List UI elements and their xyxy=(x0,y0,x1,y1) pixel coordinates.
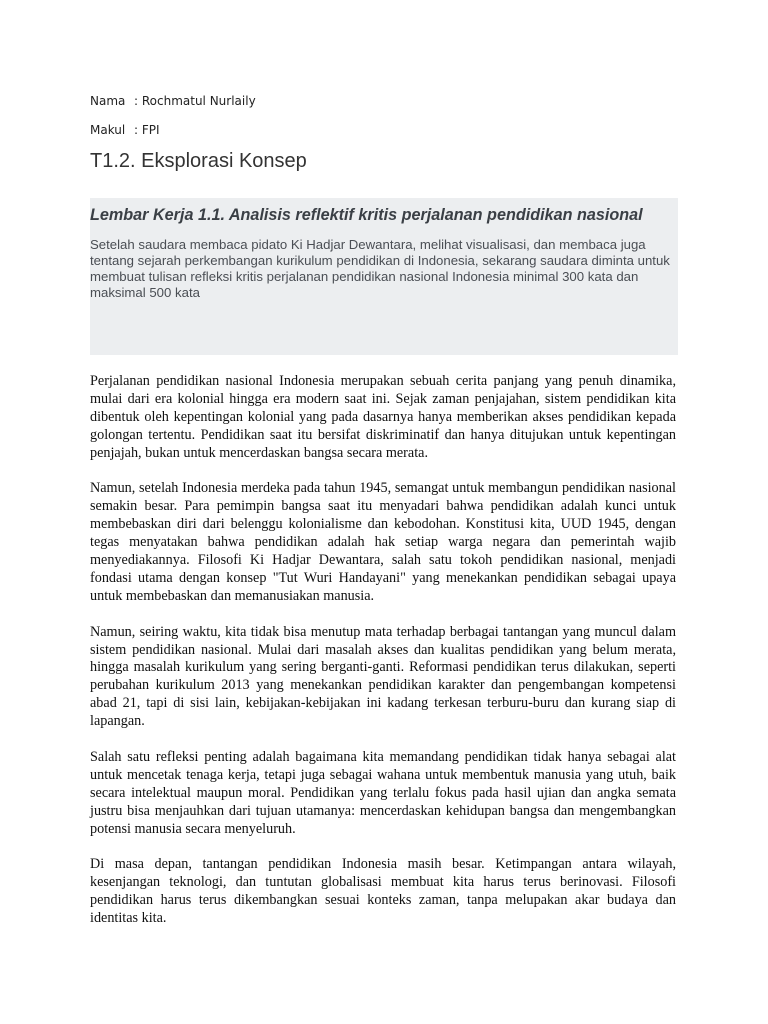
course-row xyxy=(90,123,160,137)
essay-paragraph: Perjalanan pendidikan nasional Indonesia merupakan sebuah cerita panjang yang penuh dinamika, mulai dari era kolonial hingga era modern saat ini. Sejak zaman penjajahan, sistem pendidikan kita dibentuk oleh kepentingan kolonial yang pada dasarnya hanya memberikan akses pendidikan kepada golongan tertentu. Pendidikan saat itu bersifat diskriminatif dan hanya ditujukan untuk kepentingan penjajah, bukan untuk mencerdaskan bangsa secara merata. xyxy=(90,373,676,461)
course-value: : FPI xyxy=(134,123,160,137)
course-label: Makul xyxy=(90,123,126,137)
task-box xyxy=(90,198,678,355)
student-name-row xyxy=(90,94,256,108)
document-title: T1.2. Eksplorasi Konsep xyxy=(90,150,307,172)
task-description: Setelah saudara membaca pidato Ki Hadjar Dewantara, melihat visualisasi, dan membaca juga tentang sejarah perkembangan kurikulum pendidikan di Indonesia, sekarang saudara diminta untuk membuat tulisan refleksi kritis perjalanan pendidikan nasional Indonesia minimal 300 kata dan maksimal 500 kata xyxy=(90,237,670,300)
name-label: Nama xyxy=(90,94,126,108)
essay-paragraph: Di masa depan, tantangan pendidikan Indonesia masih besar. Ketimpangan antara wilayah, kesenjangan teknologi, dan tuntutan globalisasi membuat kita harus terus berinovasi. Filosofi pendidikan harus terus dikembangkan sesuai konteks zaman, tanpa melupakan akar budaya dan identitas kita. xyxy=(90,856,676,927)
student-name-value: : Rochmatul Nurlaily xyxy=(134,94,256,108)
essay-paragraph: Salah satu refleksi penting adalah bagaimana kita memandang pendidikan tidak hanya sebagai alat untuk mencetak tenaga kerja, tetapi juga sebagai wahana untuk membentuk manusia yang utuh, baik secara intelektual maupun moral. Pendidikan yang terlalu fokus pada hasil ujian dan angka semata justru bisa menjauhkan dari tujuan utamanya: mencerdaskan kehidupan bangsa dan mengembangkan potensi manusia secara menyeluruh. xyxy=(90,748,676,837)
essay-paragraph: Namun, setelah Indonesia merdeka pada tahun 1945, semangat untuk membangun pendidikan nasional semakin besar. Para pemimpin bangsa saat itu menyadari bahwa pendidikan adalah kunci untuk membebaskan diri dari belenggu kolonialisme dan kebodohan. Konstitusi kita, UUD 1945, dengan tegas menyatakan bahwa pendidikan adalah hak setiap warga negara dan pemerintah wajib menyediakannya. Filosofi Ki Hadjar Dewantara, salah satu tokoh pendidikan nasional, menjadi fondasi utama dengan konsep "Tut Wuri Handayani" yang menekankan pendidikan sebagai upaya untuk membebaskan dan memanusiakan manusia. xyxy=(90,480,676,604)
essay-body xyxy=(90,373,676,946)
task-heading: Lembar Kerja 1.1. Analisis reflektif kritis perjalanan pendidikan nasional xyxy=(90,206,643,224)
essay-paragraph: Namun, seiring waktu, kita tidak bisa menutup mata terhadap berbagai tantangan yang muncul dalam sistem pendidikan nasional. Mulai dari masalah akses dan kualitas pendidikan yang belum merata, hingga masalah kurikulum yang sering berganti-ganti. Reformasi pendidikan terus dilakukan, seperti perubahan kurikulum 2013 yang menekankan pendidikan karakter dan pengembangan kompetensi abad 21, tapi di sisi lain, kebijakan-kebijakan ini kadang terkesan terburu-buru dan kurang siap di lapangan. xyxy=(90,623,676,730)
